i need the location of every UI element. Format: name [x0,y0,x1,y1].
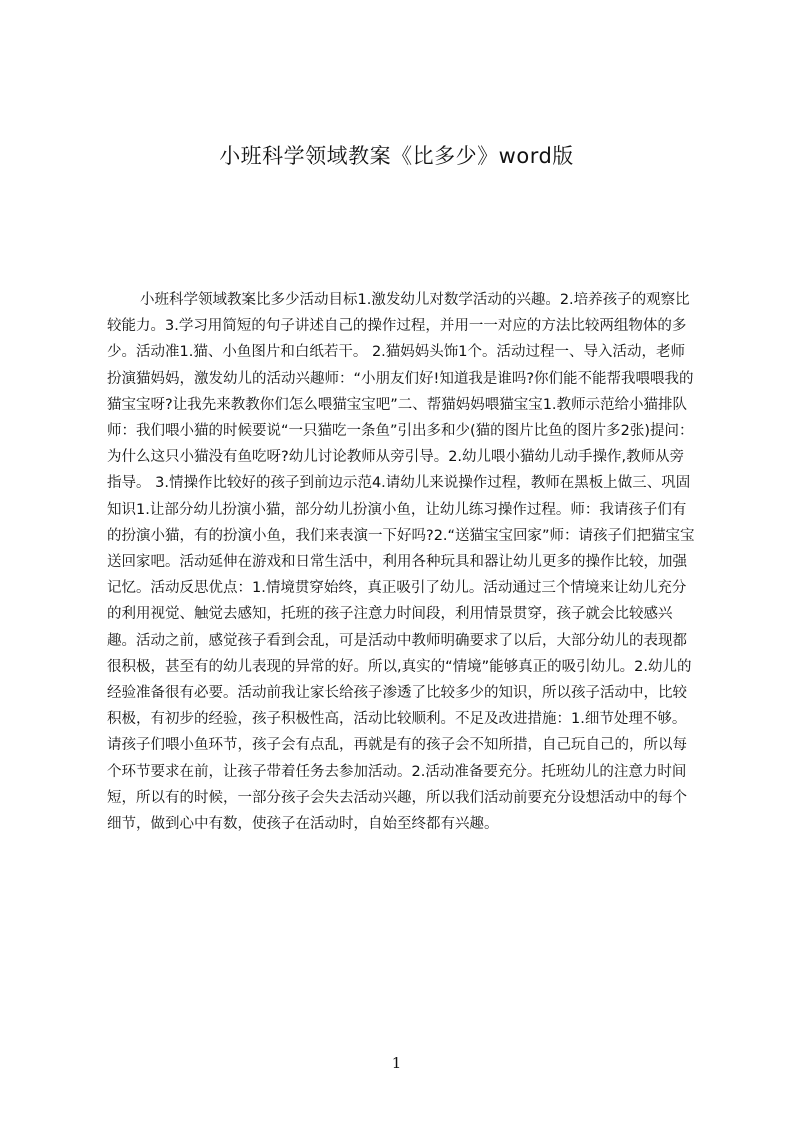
document-body-paragraph: 小班科学领域教案比多少活动目标1.激发幼儿对数学活动的兴趣。2.培养孩子的观察比较能力。3.学习用简短的句子讲述自己的操作过程，并用一一对应的方法比较两组物体的多少。活动准1.猫、小鱼图片和白纸若干。 2.猫妈妈头饰1个。活动过程一、导入活动，老师扮演猫妈妈，激发幼儿的活动兴趣师：“小朋友们好!知道我是谁吗?你们能不能帮我喂喂我的猫宝宝呀?让我先来教教你们怎么喂猫宝宝吧”二、帮猫妈妈喂猫宝宝1.教师示范给小猫排队师：我们喂小猫的时候要说“一只猫吃一条鱼”引出多和少(猫的图片比鱼的图片多2张)提问：为什么这只小猫没有鱼吃呀?幼儿讨论教师从旁引导。2.幼儿喂小猫幼儿动手操作,教师从旁指导。 3.情操作比较好的孩子到前边示范4.请幼儿来说操作过程，教师在黑板上做三、巩固知识1.让部分幼儿扮演小猫，部分幼儿扮演小鱼，让幼儿练习操作过程。师：我请孩子们有的扮演小猫，有的扮演小鱼，我们来表演一下好吗?2.“送猫宝宝回家”师：请孩子们把猫宝宝送回家吧。活动延伸在游戏和日常生活中，利用各种玩具和器让幼儿更多的操作比较，加强记忆。活动反思优点：1.情境贯穿始终，真正吸引了幼儿。活动通过三个情境来让幼儿充分的利用视觉、触觉去感知，托班的孩子注意力时间段，利用情景贯穿，孩子就会比较感兴趣。活动之前，感觉孩子看到会乱，可是活动中教师明确要求了以后，大部分幼儿的表现都很积极，甚至有的幼儿表现的异常的好。所以,真实的“情境”能够真正的吸引幼儿。2.幼儿的经验准备很有必要。活动前我让家长给孩子渗透了比较多少的知识，所以孩子活动中，比较积极，有初步的经验，孩子积极性高，活动比较顺利。不足及改进措施：1.细节处理不够。请孩子们喂小鱼环节，孩子会有点乱，再就是有的孩子会不知所措，自己玩自己的，所以每个环节要求在前，让孩子带着任务去参加活动。2.活动准备要充分。托班幼儿的注意力时间短，所以有的时候，一部分孩子会失去活动兴趣，所以我们活动前要充分设想活动中的每个细节，做到心中有数，使孩子在活动时，自始至终都有兴趣。 [107,292,695,833]
page-number: 1 [391,1054,402,1072]
document-title: 小班科学领域教案《比多少》word版 [219,144,574,168]
